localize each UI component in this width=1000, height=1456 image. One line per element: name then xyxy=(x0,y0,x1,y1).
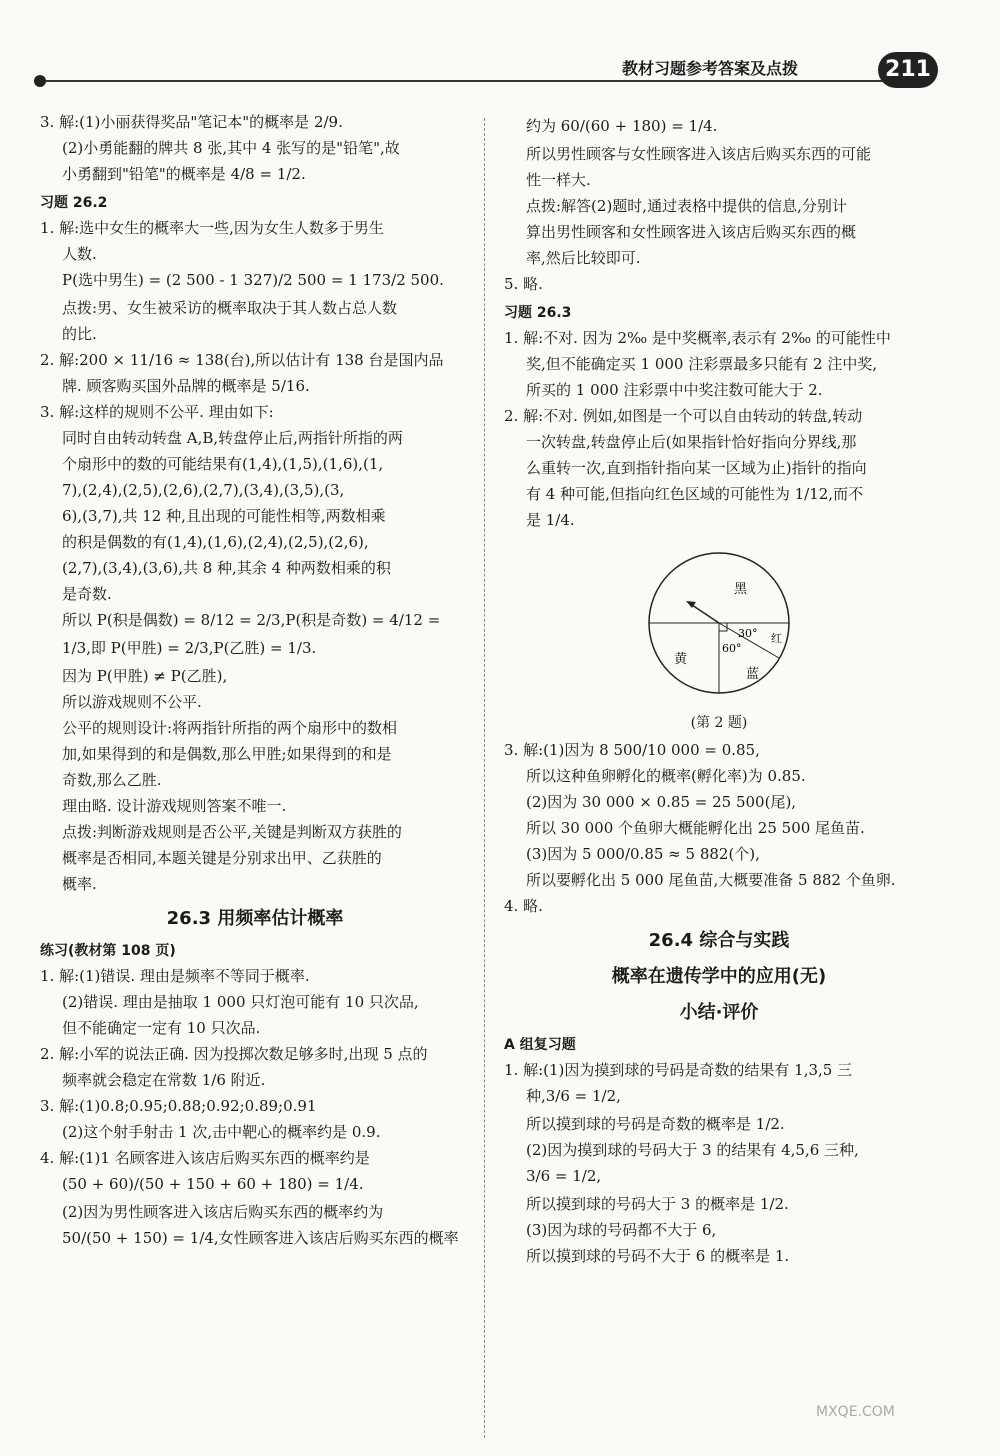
text-line-l29: 概率是否相同,本题关键是分别求出甲、乙获胜的 xyxy=(62,849,382,867)
label-black: 黑 xyxy=(734,582,748,597)
label-yellow: 黄 xyxy=(674,652,688,667)
text-line-l22: 因为 P(甲胜) ≠ P(乙胜), xyxy=(62,667,228,685)
text-line-l9: 的比. xyxy=(62,325,97,343)
header-rule xyxy=(40,80,890,82)
text-line-l32: 练习(教材第 108 页) xyxy=(40,943,176,959)
label-angle-30: 30° xyxy=(738,627,758,640)
label-red: 红 xyxy=(771,632,782,645)
text-line-l37: 频率就会稳定在常数 1/6 附近. xyxy=(62,1071,266,1089)
text-line-r26: 小结·评价 xyxy=(679,1002,759,1023)
text-line-r6: 率,然后比较即可. xyxy=(526,249,641,267)
text-line-l41: (50 + 60)/(50 + 150 + 60 + 180) = 1/4. xyxy=(62,1175,364,1193)
watermark: MXQE.COM xyxy=(816,1404,895,1420)
text-line-l11: 牌. 顾客购买国外品牌的概率是 5/16. xyxy=(62,377,310,395)
text-line-r15: 有 4 种可能,但指向红色区域的可能性为 1/12,而不 xyxy=(526,485,864,503)
left-column xyxy=(40,112,470,1256)
text-line-r19: (2)因为 30 000 × 0.85 = 25 500(尾), xyxy=(526,793,797,811)
text-line-l14: 个扇形中的数的可能结果有(1,4),(1,5),(1,6),(1, xyxy=(62,455,384,473)
text-line-l3: 小勇翻到"铅笔"的概率是 4/8 = 1/2. xyxy=(62,165,306,183)
page-number: 211 xyxy=(878,52,938,88)
text-line-l33: 1. 解:(1)错误. 理由是频率不等同于概率. xyxy=(40,967,310,985)
text-line-l12: 3. 解:这样的规则不公平. 理由如下: xyxy=(40,403,274,421)
text-line-l23: 所以游戏规则不公平. xyxy=(62,693,202,711)
text-line-l13: 同时自由转动转盘 A,B,转盘停止后,两指针所指的两 xyxy=(62,429,403,447)
text-line-r8: 习题 26.3 xyxy=(504,305,572,321)
text-line-l15: 7),(2,4),(2,5),(2,6),(2,7),(3,4),(3,5),(3, xyxy=(62,481,345,499)
text-line-r16: 是 1/4. xyxy=(526,511,575,529)
header-dot xyxy=(34,75,46,87)
text-line-l27: 理由略. 设计游戏规则答案不唯一. xyxy=(62,797,287,815)
column-divider xyxy=(484,118,486,1438)
text-line-l31: 26.3 用频率估计概率 xyxy=(166,908,344,929)
spinner-diagram xyxy=(634,538,804,708)
text-line-l21: 1/3,即 P(甲胜) = 2/3,P(乙胜) = 1/3. xyxy=(62,639,317,657)
text-line-l7: P(选中男生) = (2 500 - 1 327)/2 500 = 1 173/2 500. xyxy=(62,271,444,289)
right-column xyxy=(504,112,934,1272)
text-line-r30: 所以摸到球的号码是奇数的概率是 1/2. xyxy=(526,1115,785,1133)
text-line-r20: 所以 30 000 个鱼卵大概能孵化出 25 500 尾鱼苗. xyxy=(526,819,865,837)
text-line-l6: 人数. xyxy=(62,245,97,263)
figure-caption: (第 2 题) xyxy=(690,715,748,731)
text-line-l8: 点拨:男、女生被采访的概率取决于其人数占总人数 xyxy=(62,299,398,317)
label-blue: 蓝 xyxy=(746,667,760,682)
text-line-l35: 但不能确定一定有 10 只次品. xyxy=(62,1019,261,1037)
text-line-l18: (2,7),(3,4),(3,6),共 8 种,其余 4 种两数相乘的积 xyxy=(62,559,391,577)
text-line-l2: (2)小勇能翻的牌共 8 张,其中 4 张写的是"铅笔",故 xyxy=(62,139,400,157)
text-line-l43: 50/(50 + 150) = 1/4,女性顾客进入该店后购买东西的概率 xyxy=(62,1229,459,1247)
text-line-r9: 1. 解:不对. 因为 2‰ 是中奖概率,表示有 2‰ 的可能性中 xyxy=(504,329,891,347)
text-line-r4: 点拨:解答(2)题时,通过表格中提供的信息,分别计 xyxy=(526,197,847,215)
text-line-l26: 奇数,那么乙胜. xyxy=(62,771,162,789)
text-line-r14: 么重转一次,直到指针指向某一区域为止)指针的指向 xyxy=(526,459,867,477)
text-line-r29: 种,3/6 = 1/2, xyxy=(526,1087,621,1105)
text-line-r33: 所以摸到球的号码大于 3 的概率是 1/2. xyxy=(526,1195,789,1213)
text-line-r2: 所以男性顾客与女性顾客进入该店后购买东西的可能 xyxy=(526,145,872,163)
text-line-l30: 概率. xyxy=(62,875,97,893)
text-line-r25: 概率在遗传学中的应用(无) xyxy=(611,966,827,987)
text-line-l38: 3. 解:(1)0.8;0.95;0.88;0.92;0.89;0.91 xyxy=(40,1097,317,1115)
spinner-figure xyxy=(504,538,934,732)
text-line-r12: 2. 解:不对. 例如,如图是一个可以自由转动的转盘,转动 xyxy=(504,407,863,425)
text-line-r5: 算出男性顾客和女性顾客进入该店后购买东西的概 xyxy=(526,223,857,241)
text-line-r34: (3)因为球的号码都不大于 6, xyxy=(526,1221,717,1239)
text-line-r27: A 组复习题 xyxy=(504,1037,576,1053)
text-line-r28: 1. 解:(1)因为摸到球的号码是奇数的结果有 1,3,5 三 xyxy=(504,1061,853,1079)
text-line-l19: 是奇数. xyxy=(62,585,112,603)
text-line-l25: 加,如果得到的和是偶数,那么甲胜;如果得到的和是 xyxy=(62,745,392,763)
text-line-r1: 约为 60/(60 + 180) = 1/4. xyxy=(526,117,718,135)
text-line-l5: 1. 解:选中女生的概率大一些,因为女生人数多于男生 xyxy=(40,219,384,237)
text-line-l17: 的积是偶数的有(1,4),(1,6),(2,4),(2,5),(2,6), xyxy=(62,533,369,551)
text-line-l28: 点拨:判断游戏规则是否公平,关键是判断双方获胜的 xyxy=(62,823,402,841)
text-line-r10: 奖,但不能确定买 1 000 注彩票最多只能有 2 注中奖, xyxy=(526,355,878,373)
text-line-r18: 所以这种鱼卵孵化的概率(孵化率)为 0.85. xyxy=(526,767,806,785)
text-line-r21: (3)因为 5 000/0.85 ≈ 5 882(个), xyxy=(526,845,760,863)
text-line-l10: 2. 解:200 × 11/16 ≈ 138(台),所以估计有 138 台是国内品 xyxy=(40,351,444,369)
text-line-l36: 2. 解:小军的说法正确. 因为投掷次数足够多时,出现 5 点的 xyxy=(40,1045,428,1063)
text-line-l16: 6),(3,7),共 12 种,且出现的可能性相等,两数相乘 xyxy=(62,507,386,525)
text-line-r22: 所以要孵化出 5 000 尾鱼苗,大概要准备 5 882 个鱼卵. xyxy=(526,871,896,889)
text-line-l34: (2)错误. 理由是抽取 1 000 只灯泡可能有 10 只次品, xyxy=(62,993,419,1011)
text-line-r3: 性一样大. xyxy=(526,171,591,189)
text-line-r7: 5. 略. xyxy=(504,275,543,293)
text-line-r11: 所买的 1 000 注彩票中中奖注数可能大于 2. xyxy=(526,381,823,399)
text-line-l24: 公平的规则设计:将两指针所指的两个扇形中的数相 xyxy=(62,719,398,737)
text-line-r23: 4. 略. xyxy=(504,897,543,915)
label-angle-60: 60° xyxy=(722,642,742,655)
text-line-l39: (2)这个射手射击 1 次,击中靶心的概率约是 0.9. xyxy=(62,1123,381,1141)
text-line-r31: (2)因为摸到球的号码大于 3 的结果有 4,5,6 三种, xyxy=(526,1141,859,1159)
text-line-r17: 3. 解:(1)因为 8 500/10 000 = 0.85, xyxy=(504,741,760,759)
header-title: 教材习题参考答案及点拨 xyxy=(622,59,799,78)
text-line-r32: 3/6 = 1/2, xyxy=(526,1167,602,1185)
text-line-l20: 所以 P(积是偶数) = 8/12 = 2/3,P(积是奇数) = 4/12 = xyxy=(62,611,441,629)
text-line-l42: (2)因为男性顾客进入该店后购买东西的概率约为 xyxy=(62,1203,384,1221)
text-line-r35: 所以摸到球的号码不大于 6 的概率是 1. xyxy=(526,1247,790,1265)
text-line-r13: 一次转盘,转盘停止后(如果指针恰好指向分界线,那 xyxy=(526,433,857,451)
text-line-l40: 4. 解:(1)1 名顾客进入该店后购买东西的概率约是 xyxy=(40,1149,370,1167)
text-line-l1: 3. 解:(1)小丽获得奖品"笔记本"的概率是 2/9. xyxy=(40,113,343,131)
text-line-l4: 习题 26.2 xyxy=(40,195,108,211)
text-line-r24: 26.4 综合与实践 xyxy=(648,930,790,951)
